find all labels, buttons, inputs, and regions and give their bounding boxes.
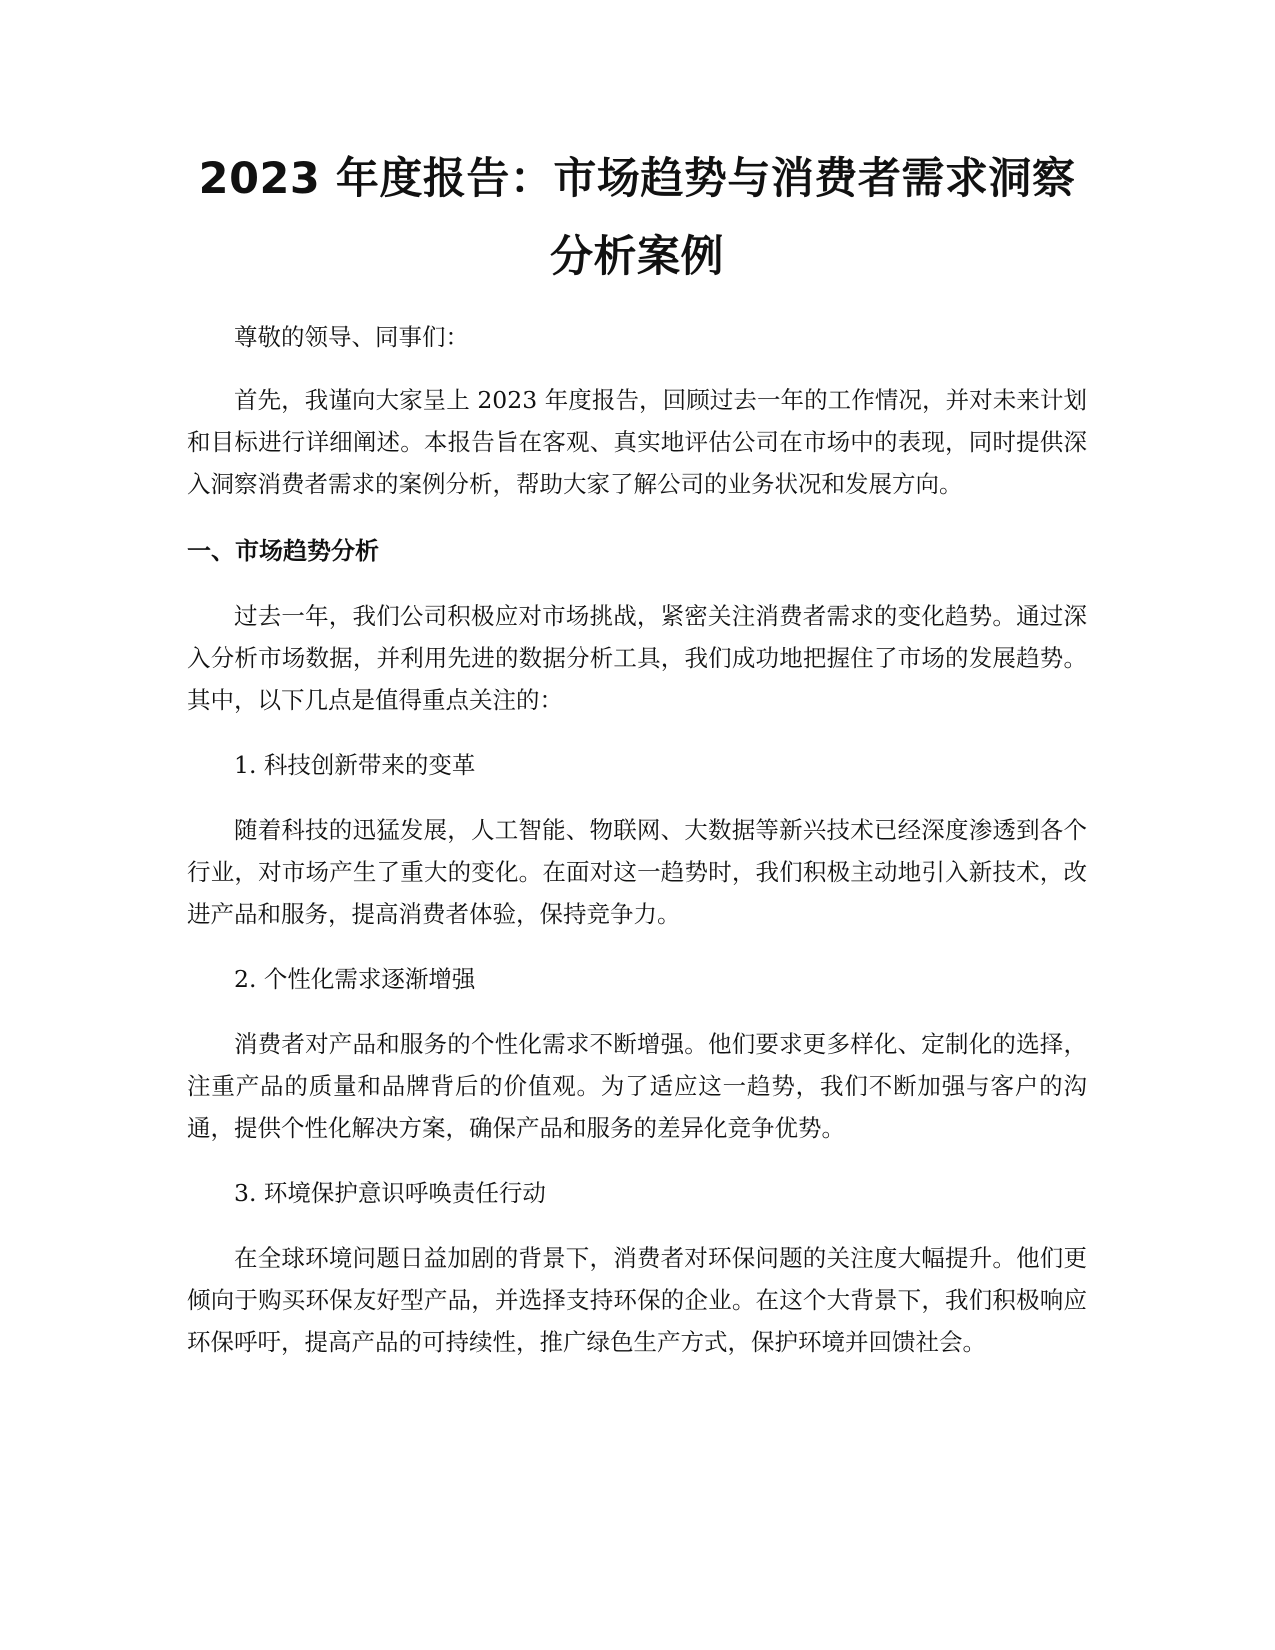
document-title-line-2: 分析案例 [550, 232, 724, 282]
trend-item-title-3: 3. 环境保护意识呼唤责任行动 [234, 1179, 546, 1207]
trend-item-body-3: 在全球环境问题日益加剧的背景下，消费者对环保问题的关注度大幅提升。他们更倾向于购买环保友好型产品，并选择支持环保的企业。在这个大背景下，我们积极响应环保呼吁，提高产品的可持续性，推广绿色生产方式，保护环境并回馈社会。 [187, 1244, 1087, 1356]
trend-item-body-1: 随着科技的迅猛发展，人工智能、物联网、大数据等新兴技术已经深度渗透到各个行业，对市场产生了重大的变化。在面对这一趋势时，我们积极主动地引入新技术，改进产品和服务，提高消费者体验，保持竞争力。 [187, 816, 1087, 928]
trend-item-body-2: 消费者对产品和服务的个性化需求不断增强。他们要求更多样化、定制化的选择，注重产品的质量和品牌背后的价值观。为了适应这一趋势，我们不断加强与客户的沟通，提供个性化解决方案，确保产品和服务的差异化竞争优势。 [187, 1030, 1087, 1142]
section-intro-paragraph: 过去一年，我们公司积极应对市场挑战，紧密关注消费者需求的变化趋势。通过深入分析市场数据，并利用先进的数据分析工具，我们成功地把握住了市场的发展趋势。其中，以下几点是值得重点关注的： [187, 602, 1087, 714]
document-title-line-1: 2023 年度报告：市场趋势与消费者需求洞察 [198, 154, 1076, 204]
section-heading-market-trends: 一、市场趋势分析 [187, 537, 379, 565]
document-title [187, 140, 1087, 296]
intro-paragraph: 首先，我谨向大家呈上 2023 年度报告，回顾过去一年的工作情况，并对未来计划和目标进行详细阐述。本报告旨在客观、真实地评估公司在市场中的表现，同时提供深入洞察消费者需求的案例分析，帮助大家了解公司的业务状况和发展方向。 [187, 386, 1087, 498]
greeting-paragraph: 尊敬的领导、同事们： [234, 323, 469, 351]
trend-item-title-2: 2. 个性化需求逐渐增强 [234, 965, 476, 993]
document-body [187, 140, 1087, 1363]
trend-item-title-1: 1. 科技创新带来的变革 [234, 751, 476, 779]
